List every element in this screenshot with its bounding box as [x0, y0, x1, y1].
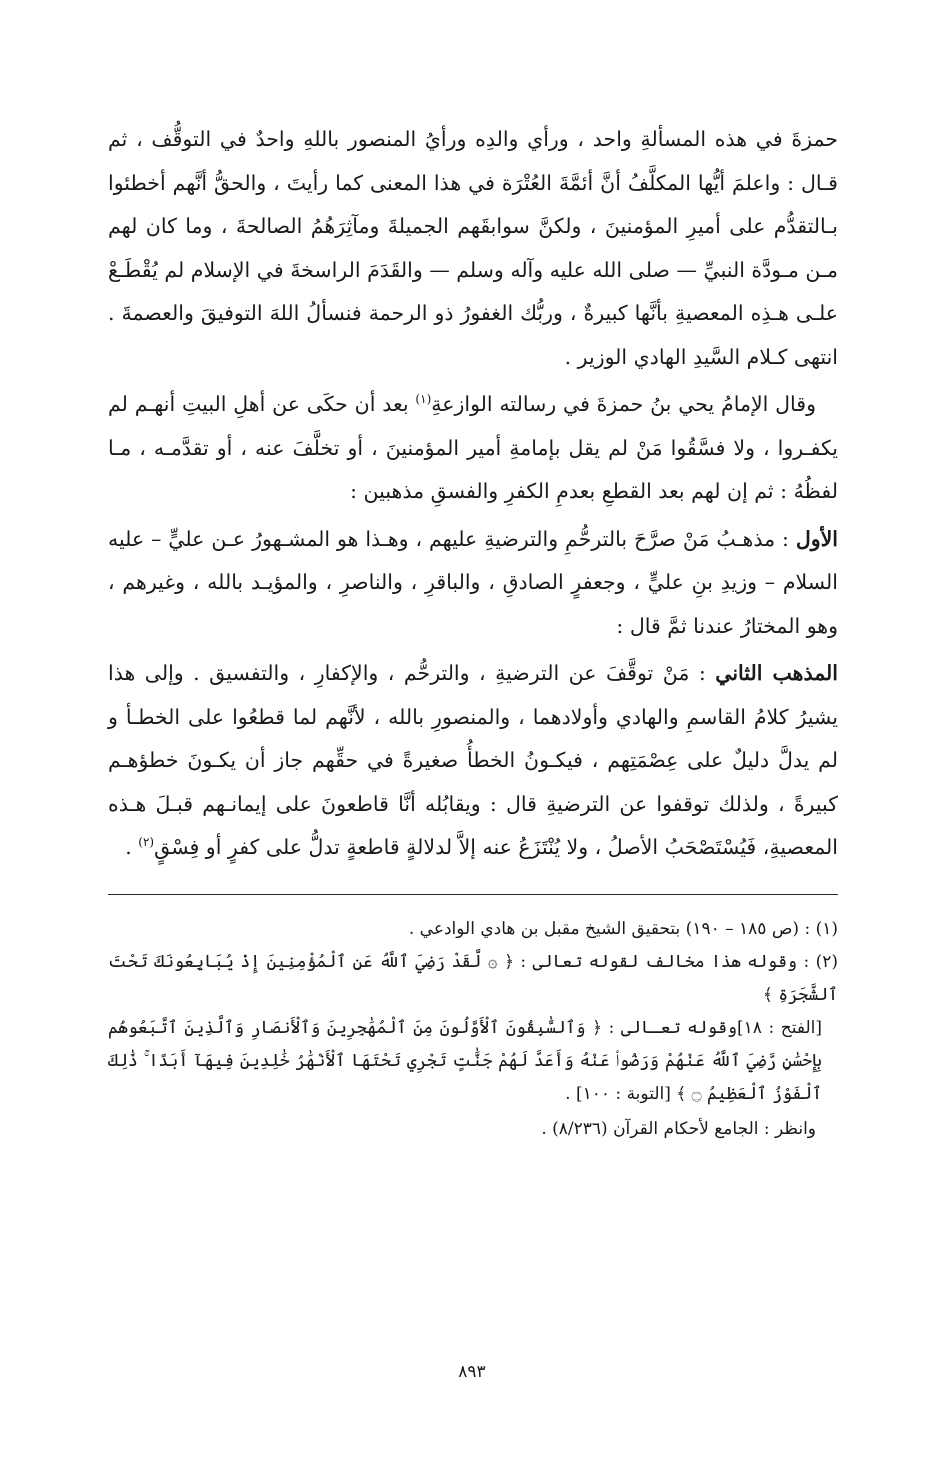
footnote-2-reference: وانظر : الجامع لأحكام القرآن (٨/٢٣٦) .: [541, 1118, 816, 1139]
paragraph-3: [108, 518, 838, 649]
paragraph-2: [108, 383, 838, 514]
footnote-ref-1[interactable]: (١): [415, 392, 432, 407]
footnote-2: [108, 946, 838, 1111]
paragraph-3-text: : مذهـبُ مَنْ صرَّحَ بالترحُّمِ والترضيةِ عليهم ، وهـذا هو المشـهورُ عـن عليٍّ – عليه السلام – وزيدِ بنِ عليٍّ ، وجعفرٍ الصادقِ ، والباقرِ ، والناصرِ ، والمؤيـد بالله ، وغيرهم ، وهو المختارُ عندنا ثمَّ قال :: [108, 526, 838, 638]
paragraph-4-text: : مَنْ توقَّفَ عن الترضيةِ ، والترحُّم ، والإكفارِ ، والتفسيق . وإلى هذا يشيرُ كلامُ القاسمِ والهادي وأولادهما ، والمنصورِ بالله ، لأنَّهم لما قطعُوا على الخطـأ و لم يدلَّ دليلٌ على عِصْمَتِهم ، فيكـونُ الخطأُ صغيرةً في حقِّهم جاز أن يكـونَ خطؤهـم كبيرةً ، ولذلك توقفوا عن الترضيةِ قال : ويقابُله أنَّا قاطعونَ على إيمانـهم قبـلَ هـذه المعصيةِ، فَيُسْتَصْحَبُ الأصلُ ، ولا يُنْتَزَعُ عنه إلاَّ لدلالةٍ قاطعةٍ تدلُّ على كفرٍ أو فِسْقٍ: [108, 661, 838, 859]
footnote-2-continuation: [الفتح : ١٨]وقوله تعـالى : ﴿ وَٱلسَّٰبِقُونَ ٱلْأَوَّلُونَ مِنَ ٱلْمُهَٰجِرِينَ وَٱلْأَنصَارِ وَٱلَّذِينَ ٱتَّبَعُوهُم بِإِحْسَٰنٍ رَّضِيَ ٱللَّهُ عَنْهُمْ وَرَضُوا۟ عَنْهُ وَأَعَدَّ لَهُمْ جَنَّٰتٍ تَجْرِي تَحْتَهَا ٱلْأَنْهَٰرُ خَٰلِدِينَ فِيهَآ أَبَدًا ۚ ذَٰلِكَ ٱلْفَوْزُ ٱلْعَظِيمُ ۝ ﴾ [التوبة : ١٠٠] .: [108, 1017, 822, 1104]
second-doctrine-heading: المذهب الثاني: [715, 661, 839, 685]
footnote-ref-2[interactable]: (٢): [138, 835, 155, 850]
footnote-1: (١) : (ص ١٨٥ – ١٩٠) بتحقيق الشيخ مقبل بن هادي الوادعي .: [408, 918, 838, 939]
paragraph-2-text-rest: بعد أن حكَى عن أهلِ البيتِ أنهـم لم يكفـروا ، ولا فسَّقُوا مَنْ لم يقل بإمامةِ أمير المؤمنينَ ، أو تخلَّفَ عنه ، أو تقدَّمـه ، مـا لفظُهُ : ثم إن لهم بعد القطعِ بعدمِ الكفرِ والفسقِ مذهبين :: [108, 392, 838, 503]
paragraph-4-end: .: [125, 835, 139, 859]
main-text: [108, 118, 838, 870]
paragraph-4: [108, 652, 838, 870]
paragraph-2-text-start: وقال الإمامُ يحي بنُ حمزةَ في رسالته الوازعةِ: [431, 392, 816, 416]
footnotes: [108, 913, 838, 1146]
first-doctrine-heading: الأول: [795, 526, 838, 551]
paragraph-1: حمزةَ في هذه المسألةِ واحد ، ورأي والدِه ورأيُ المنصور باللهِ واحدٌ في التوقُّف ، ثم قـال : واعلمَ أيُّها المكلَّفُ أنَّ أئمَّةَ العُتْرَة في هذا المعنى كما رأيتَ ، والحقُّ أنَّهم أخطئوا بـالتقدُّم على أميرِ المؤمنينَ ، ولكنَّ سوابقَهم الجميلةَ ومآثِرَهُمُ الصالحةَ ، وما كان لهم مـن مـودَّة النبيِّ — صلى الله عليه وآله وسلم — والقَدَمَ الراسخةَ في الإسلام لم يُقْطَـعْ علـى هـذِه المعصيةِ بأنَّها كبيرةٌ ، وربُّك الغفورُ ذو الرحمة فنسألُ اللهَ التوفيقَ والعصمةَ . انتهى كـلام السَّيدِ الهادي الوزير .: [108, 127, 838, 369]
footnote-2-first-line: (٢) : وقوله هذا مخالف لقوله تعالى : ﴿ ۞ لَّقَدْ رَضِيَ ٱللَّهُ عَنِ ٱلْمُؤْمِنِينَ إِذْ يُبَايِعُونَكَ تَحْتَ ٱلشَّجَرَةِ ﴾: [108, 951, 838, 1005]
page-number: ٨٩٣: [458, 1362, 486, 1382]
footnote-divider: [108, 894, 838, 895]
